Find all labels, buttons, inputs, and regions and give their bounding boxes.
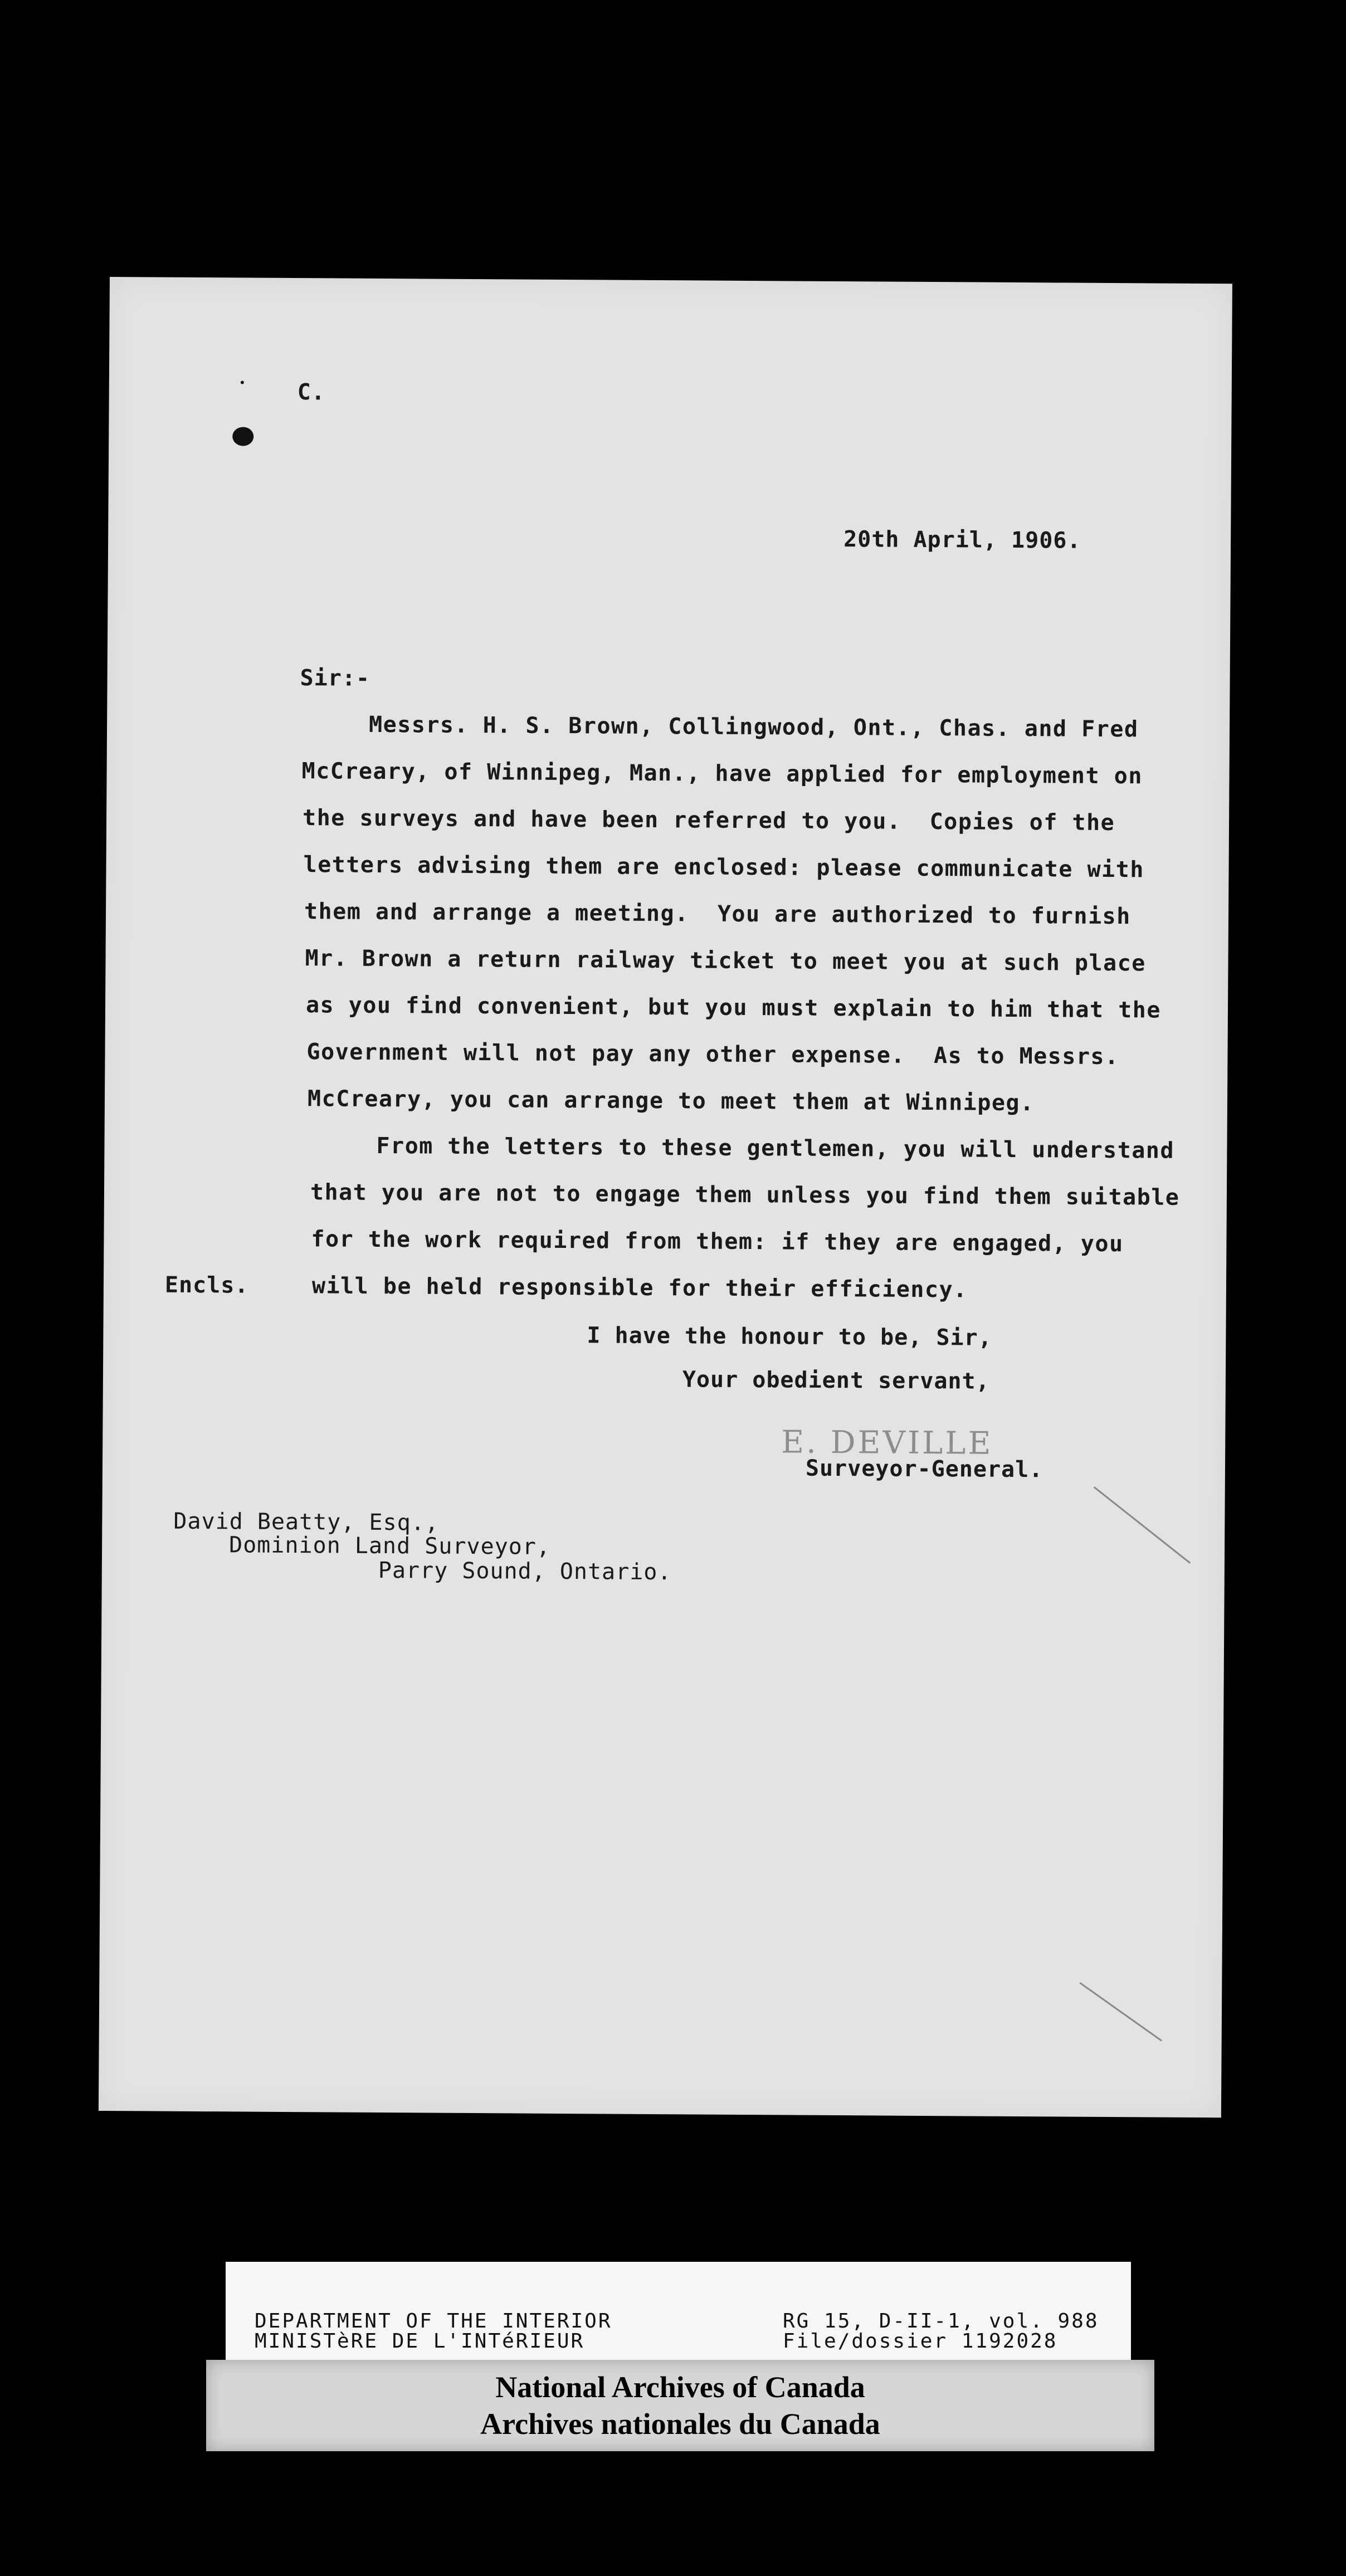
enclosure-note: Encls. (164, 1272, 249, 1299)
salutation: Sir:- (300, 665, 370, 691)
complimentary-close: Your obedient servant, (682, 1367, 990, 1394)
signature-stamp: E. DEVILLE (781, 1424, 993, 1462)
addressee-name: David Beatty, Esq., (173, 1508, 440, 1536)
record-group-reference: RG 15, D-II-1, vol. 988 (783, 2310, 1099, 2333)
addressee-location: Parry Sound, Ontario. (378, 1557, 672, 1585)
letter-date: 20th April, 1906. (843, 526, 1081, 554)
department-french: MINISTèRE DE L'INTéRIEUR (255, 2330, 585, 2353)
signer-title: Surveyor-General. (805, 1455, 1043, 1483)
margin-scratch (1094, 1486, 1191, 1564)
body-line: letters advising them are enclosed: please communicate with (303, 852, 1145, 883)
body-line: the surveys and have been referred to you. Copies of the (302, 805, 1115, 836)
body-line: for the work required from them: if they are engaged, you (311, 1226, 1124, 1257)
archives-name-french: Archives nationales du Canada (480, 2407, 880, 2441)
body-line: Mr. Brown a return railway ticket to meet you at such place (305, 945, 1146, 977)
addressee-title: Dominion Land Surveyor, (228, 1532, 551, 1560)
department-english: DEPARTMENT OF THE INTERIOR (255, 2310, 612, 2333)
ink-speck (241, 380, 244, 384)
body-line: as you find convenient, but you must explain to him that the (305, 992, 1162, 1023)
closing-line: I have the honour to be, Sir, (587, 1323, 992, 1351)
archives-name-english: National Archives of Canada (495, 2370, 865, 2404)
body-line: Government will not pay any other expense. As to Messrs. (306, 1039, 1119, 1070)
ink-blot (232, 427, 253, 446)
file-number: File/dossier 1192028 (783, 2330, 1058, 2353)
letter-page (99, 277, 1232, 2118)
body-line: From the letters to these gentlemen, you will understand (376, 1133, 1175, 1164)
margin-scratch (1079, 1982, 1162, 2042)
archive-reference-label (226, 2262, 1131, 2362)
body-line: them and arrange a meeting. You are authorized to furnish (304, 899, 1131, 930)
body-line: McCreary, you can arrange to meet them at Winnipeg. (307, 1086, 1035, 1116)
archives-name-label (206, 2360, 1154, 2451)
body-line: Messrs. H. S. Brown, Collingwood, Ont., Chas. and Fred (368, 711, 1139, 743)
body-line: will be held responsible for their efficiency. (311, 1273, 968, 1303)
body-line: that you are not to engage them unless you find them suitable (310, 1179, 1180, 1211)
body-line: McCreary, of Winnipeg, Man., have applied for employment on (301, 758, 1143, 789)
corner-mark: C. (297, 379, 326, 406)
